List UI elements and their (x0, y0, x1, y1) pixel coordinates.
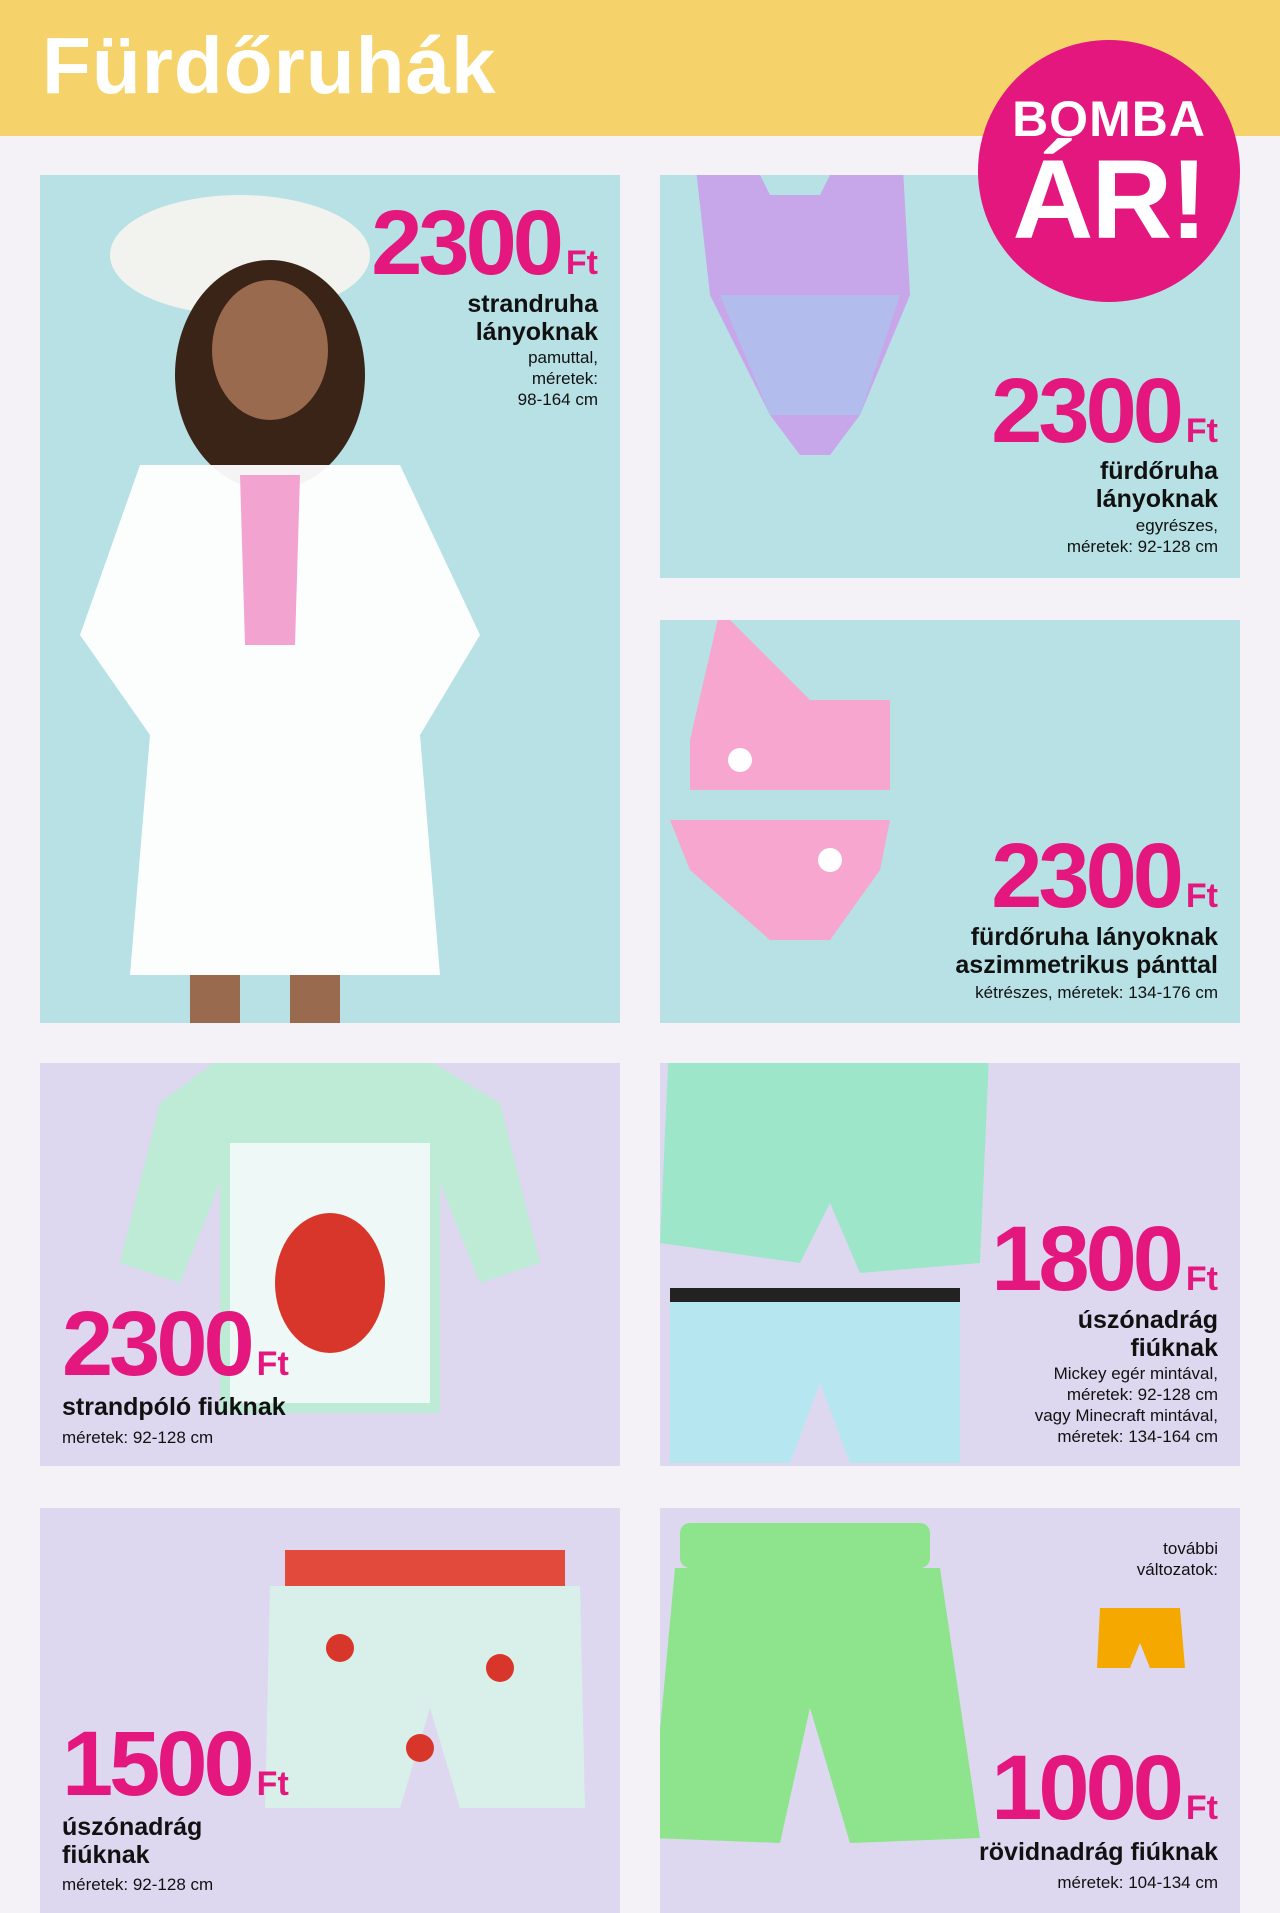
currency-label: Ft (256, 1765, 289, 1803)
product-name-swimsuit-onepiece: fürdőruha lányoknak (1095, 457, 1218, 513)
price-beach-shirt: 2300 Ft (62, 1293, 289, 1395)
shorts-variants-label: további változatok: (1136, 1539, 1218, 1579)
product-name-swimsuit-twopiece: fürdőruha lányoknak aszimmetrikus pánttal (955, 923, 1218, 979)
product-panel-beach-shirt (40, 1063, 620, 1466)
badge-line-2: ÁR! (1012, 137, 1206, 262)
product-desc-swim-trunks-print: Mickey egér mintával, méretek: 92-128 cm vagy Minecraft mintával, méretek: 134-164 cm (1034, 1364, 1218, 1446)
product-panel-swimsuit-twopiece (660, 620, 1240, 1023)
product-name-swim-trunks-lobster: úszónadrág fiúknak (62, 1813, 203, 1869)
product-panel-shorts (660, 1508, 1240, 1913)
bomba-ar-badge (978, 40, 1240, 302)
product-desc-swim-trunks-lobster: méretek: 92-128 cm (62, 1875, 214, 1894)
product-name-shorts: rövidnadrág fiúknak (979, 1838, 1218, 1866)
price-shorts: 1000 Ft (991, 1737, 1218, 1839)
page-title: Fürdőruhák (42, 21, 497, 110)
product-name-swim-trunks-print: úszónadrág fiúknak (1077, 1306, 1218, 1362)
price-swimsuit-twopiece: 2300 Ft (991, 825, 1218, 927)
currency-label: Ft (1185, 1260, 1218, 1298)
currency-label: Ft (256, 1345, 289, 1383)
currency-label: Ft (1185, 1789, 1218, 1827)
currency-label: Ft (1185, 877, 1218, 915)
currency-label: Ft (565, 244, 598, 282)
price-swimsuit-onepiece: 2300 Ft (991, 360, 1218, 462)
price-beach-dress: 2300 Ft (371, 192, 598, 294)
price-swim-trunks-lobster: 1500 Ft (62, 1713, 289, 1815)
product-panel-swim-trunks-print (660, 1063, 1240, 1466)
product-desc-beach-dress: pamuttal, méretek: 98-164 cm (517, 348, 598, 409)
badge-line-1: BOMBA (1012, 91, 1206, 147)
product-panel-swim-trunks-lobster (40, 1508, 620, 1913)
product-panel-beach-dress (40, 175, 620, 1023)
product-name-beach-shirt: strandpóló fiúknak (62, 1393, 286, 1421)
product-desc-swimsuit-onepiece: egyrészes, méretek: 92-128 cm (1066, 516, 1218, 556)
currency-label: Ft (1185, 412, 1218, 450)
product-name-beach-dress: strandruha lányoknak (467, 290, 598, 346)
product-desc-swimsuit-twopiece: kétrészes, méretek: 134-176 cm (975, 983, 1218, 1002)
price-swim-trunks-print: 1800 Ft (991, 1208, 1218, 1310)
product-desc-beach-shirt: méretek: 92-128 cm (62, 1428, 214, 1447)
product-desc-shorts: méretek: 104-134 cm (1057, 1873, 1218, 1892)
